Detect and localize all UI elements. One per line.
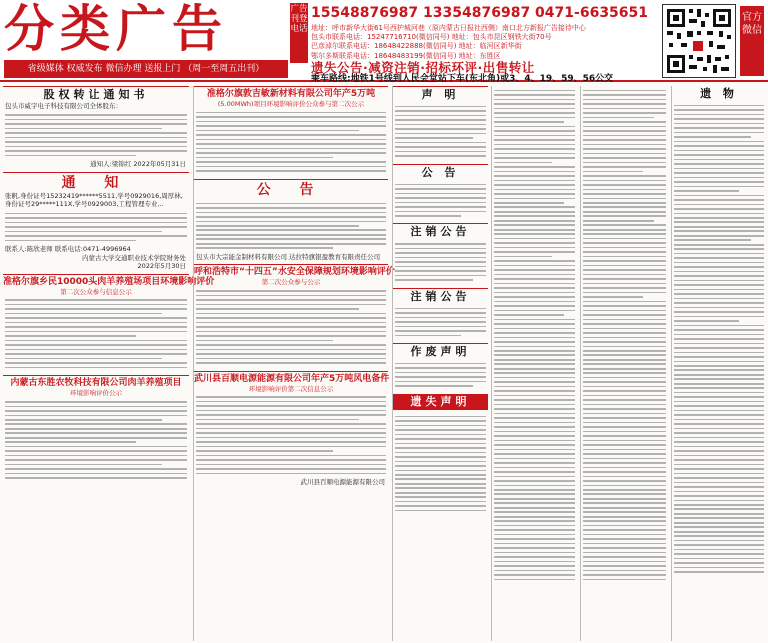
notice-text: 张帆,身份证号15232419******5511,学号0929016,周厚林,身份证号29*****111X,学号0929003,工程管理专业...	[5, 191, 183, 209]
lost-items-list	[672, 101, 766, 577]
notice-body	[194, 108, 388, 176]
notice-title: 通 知	[61, 174, 131, 191]
route-info: 乘车路线:地铁1号线到人民会堂站下车(东北角)或3、4、19、59、56公交	[311, 74, 614, 84]
address-list	[311, 24, 656, 61]
notice-eia-sheep	[3, 274, 215, 373]
notice-body	[194, 199, 388, 253]
phone-numbers: 15548876987 13354876987 0471-6635651	[311, 5, 649, 21]
notice-body	[3, 209, 189, 245]
notice-equity-transfer	[3, 86, 189, 169]
notice-eia-farm	[3, 375, 189, 483]
notice-eia-material	[194, 86, 388, 176]
notice-title: 股权转让通知书	[43, 88, 149, 101]
qr-label: 官方微信	[740, 6, 764, 76]
notice-void	[393, 343, 488, 391]
lost-items-list	[393, 412, 488, 516]
brand-block	[4, 0, 288, 79]
notice-body	[3, 111, 189, 161]
notice-wind-power	[194, 371, 388, 487]
notice-title: 内蒙古东胜农牧科技有限公司肉羊养殖项目	[10, 378, 182, 389]
notice-body	[3, 397, 189, 483]
hotline-tag: 广告刊登电话	[290, 3, 308, 63]
notice-date: 2022年5月30日	[137, 262, 186, 271]
notice-title: 作废声明	[410, 345, 471, 358]
address-row: 鄂尔多斯联系电话：18648483199(微信同号) 地址：东胜区	[311, 51, 501, 60]
notice-subtitle: 第二次公众参与公示	[261, 278, 321, 287]
notice-subtitle: (5.00MWh)项目环境影响评价公众参与第二次公示	[217, 100, 365, 108]
column-e	[580, 86, 668, 641]
lost-items-list	[492, 86, 577, 584]
lost-notice-banner: 遗失声明	[393, 394, 488, 410]
notice-subtitle: 环境影响评价公示	[70, 389, 122, 398]
notice-signature: 通知人:梁锦红 2022年05月31日	[90, 160, 186, 169]
notice-body	[3, 296, 189, 373]
notice-body	[194, 286, 388, 367]
notice-text: 包头市威宇电子科技有限公司全体股东：	[5, 102, 122, 110]
column-a	[3, 86, 215, 641]
notice-body	[393, 239, 488, 284]
notice-announcement	[393, 164, 488, 221]
page-title: 分类广告	[4, 0, 228, 58]
address-row: 包头市联系电话：15247716710(微信同号) 地址：包头市昆区钢铁大街70号	[311, 33, 552, 42]
qr-code-icon	[662, 4, 736, 78]
notice-title: 武川县百顺电源能源有限公司年产5万吨风电备件	[194, 373, 390, 384]
service-banner: 遗失公告·减资注销·招标环评·出售转让	[311, 60, 535, 75]
notice-announcement	[194, 179, 388, 262]
notice-general	[3, 172, 189, 271]
notice-title: 公 告	[256, 181, 326, 198]
notice-signature: 内蒙古大学交通职业技术学院财务处	[82, 253, 186, 262]
notice-body	[393, 180, 488, 221]
column-c	[392, 86, 488, 641]
column-b	[193, 86, 395, 641]
notice-water-plan	[194, 264, 395, 367]
notice-statement	[393, 86, 488, 161]
notice-subtitle: 第二次公众参与信息公示	[60, 287, 132, 296]
notice-title: 声 明	[421, 88, 460, 101]
notice-deregistration	[393, 288, 488, 340]
column-d	[491, 86, 577, 641]
notice-title: 注销公告	[410, 225, 471, 239]
notice-body	[393, 102, 488, 161]
notice-body	[393, 359, 488, 391]
notice-title: 准格尔旗敦吉敏新材料有限公司年产5万吨	[206, 89, 376, 99]
notice-title: 遗 物	[700, 87, 738, 100]
notice-body	[393, 304, 488, 340]
lost-items-list	[581, 86, 668, 584]
notice-title: 呼和浩特市“十四五”水安全保障规划环境影响评价	[194, 267, 395, 278]
masthead	[0, 0, 768, 82]
notice-subtitle: 环境影响评价第二次信息公示	[248, 384, 334, 393]
notice-body	[194, 393, 388, 479]
notice-signature: 包头市大宗能金制材料有限公司 达拉特旗银盈教育有限责任公司	[196, 252, 381, 261]
notice-title: 准格尔旗乡民10000头肉羊养殖场项目环境影响评价	[3, 276, 215, 287]
address-row: 巴彦淖尔联系电话：18648422888(微信同号) 地址：临河区新华街	[311, 42, 522, 51]
notice-title: 公 告	[421, 165, 460, 179]
notice-signature: 武川县百顺电源能源有限公司	[300, 478, 385, 487]
notice-contact: 联系人:陈欣老师 联系电话:0471-4996964	[5, 245, 131, 254]
notice-title: 注销公告	[410, 289, 471, 303]
brand-slogan: 省级媒体 权威发布 微信办理 送报上门 （周一至周五出刊）	[4, 60, 288, 78]
notice-deregistration	[393, 223, 488, 284]
column-f	[671, 86, 766, 641]
address-row: 地址：呼市新华大街61号西护城河巷（原内蒙古日报社西侧）南口北方新报广告接待中心	[311, 24, 586, 32]
